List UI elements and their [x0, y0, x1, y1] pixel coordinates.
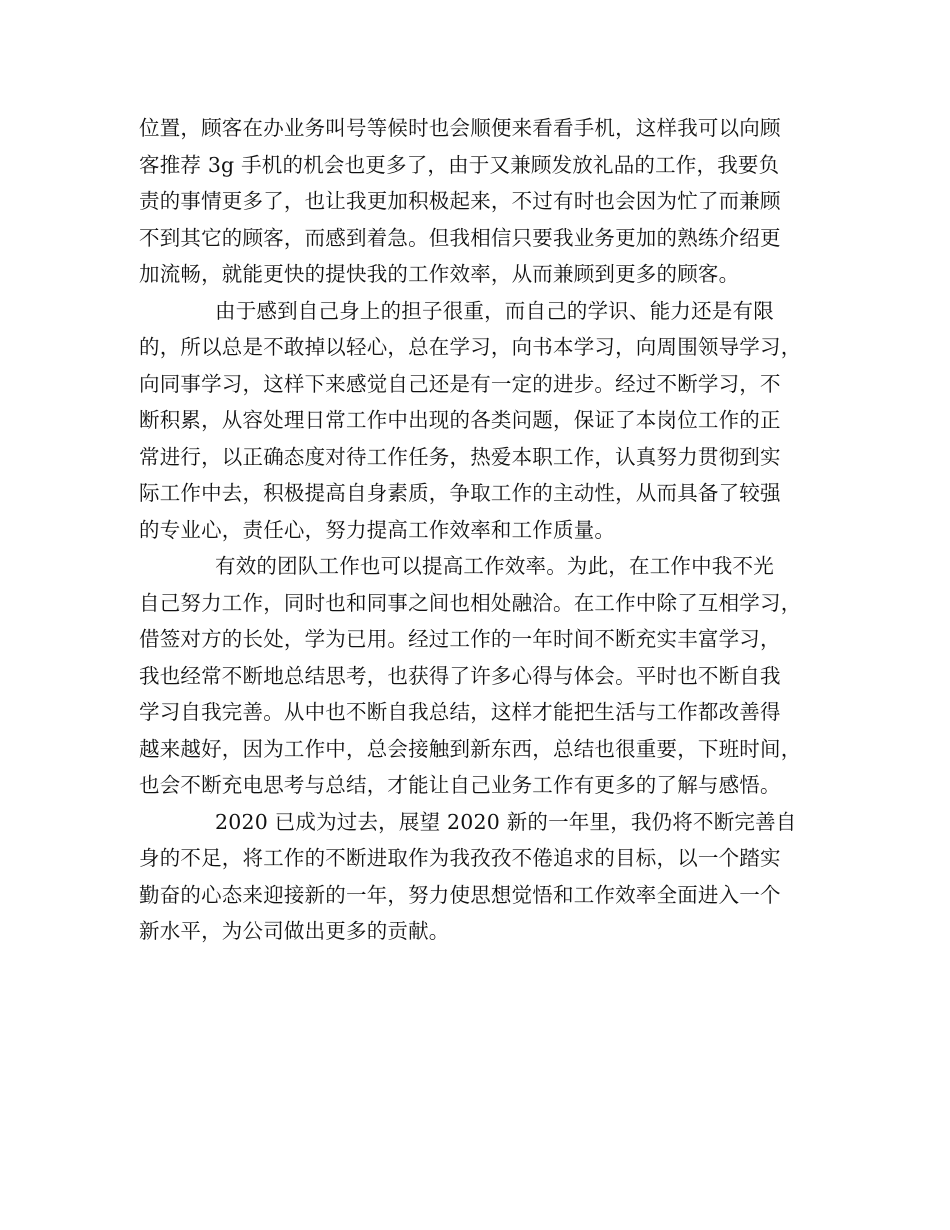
text-line: 加流畅，就能更快的提快我的工作效率，从而兼顾到更多的顾客。 [139, 262, 740, 286]
text-line: 的专业心，责任心，努力提高工作效率和工作质量。 [139, 517, 616, 542]
text-line: 客推荐 3g 手机的机会也更多了，由于又兼顾发放礼品的工作，我要负 [139, 152, 780, 177]
text-line: 勤奋的心态来迎接新的一年，努力使思想觉悟和工作效率全面进入一个 [139, 882, 781, 907]
text-line: 我也经常不断地总结思考，也获得了许多心得与体会。平时也不断自我 [139, 663, 781, 688]
text-line: 学习自我完善。从中也不断自我总结，这样才能把生活与工作都改善得 [139, 700, 781, 724]
paragraph-first-line: 2020 已成为过去，展望 2020 新的一年里，我仍将不断完善自 [215, 809, 797, 834]
text-line: 借签对方的长处，学为已用。经过工作的一年时间不断充实丰富学习， [139, 627, 781, 651]
text-line: 也会不断充电思考与总结，才能让自己业务工作有更多的了解与感悟。 [139, 773, 781, 797]
text-line: 的，所以总是不敢掉以轻心，总在学习，向书本学习，向周围领导学习， [139, 335, 802, 359]
text-line: 向同事学习，这样下来感觉自己还是有一定的进步。经过不断学习，不 [139, 371, 781, 396]
text-line: 越来越好，因为工作中，总会接触到新东西，总结也很重要，下班时间， [139, 736, 802, 761]
text-line: 不到其它的顾客，而感到着急。但我相信只要我业务更加的熟练介绍更 [139, 225, 781, 250]
text-line: 身的不足，将工作的不断进取作为我孜孜不倦追求的目标，以一个踏实 [139, 846, 781, 870]
text-line: 常进行，以正确态度对待工作任务，热爱本职工作，认真努力贯彻到实 [139, 444, 781, 469]
paragraph-first-line: 由于感到自己身上的担子很重，而自己的学识、能力还是有限 [215, 298, 774, 323]
paragraph-first-line: 有效的团队工作也可以提高工作效率。为此，在工作中我不光 [215, 554, 774, 578]
text-line: 位置，顾客在办业务叫号等候时也会顺便来看看手机，这样我可以向顾 [139, 116, 781, 140]
text-line: 新水平，为公司做出更多的贡献。 [139, 919, 450, 943]
text-line: 自己努力工作，同时也和同事之间也相处融洽。在工作中除了互相学习， [139, 590, 802, 615]
document-body [139, 110, 815, 950]
text-line: 际工作中去，积极提高自身素质，争取工作的主动性，从而具备了较强 [139, 481, 781, 505]
text-line: 断积累，从容处理日常工作中出现的各类问题，保证了本岗位工作的正 [139, 408, 781, 432]
text-line: 责的事情更多了，也让我更加积极起来，不过有时也会因为忙了而兼顾 [139, 189, 781, 213]
